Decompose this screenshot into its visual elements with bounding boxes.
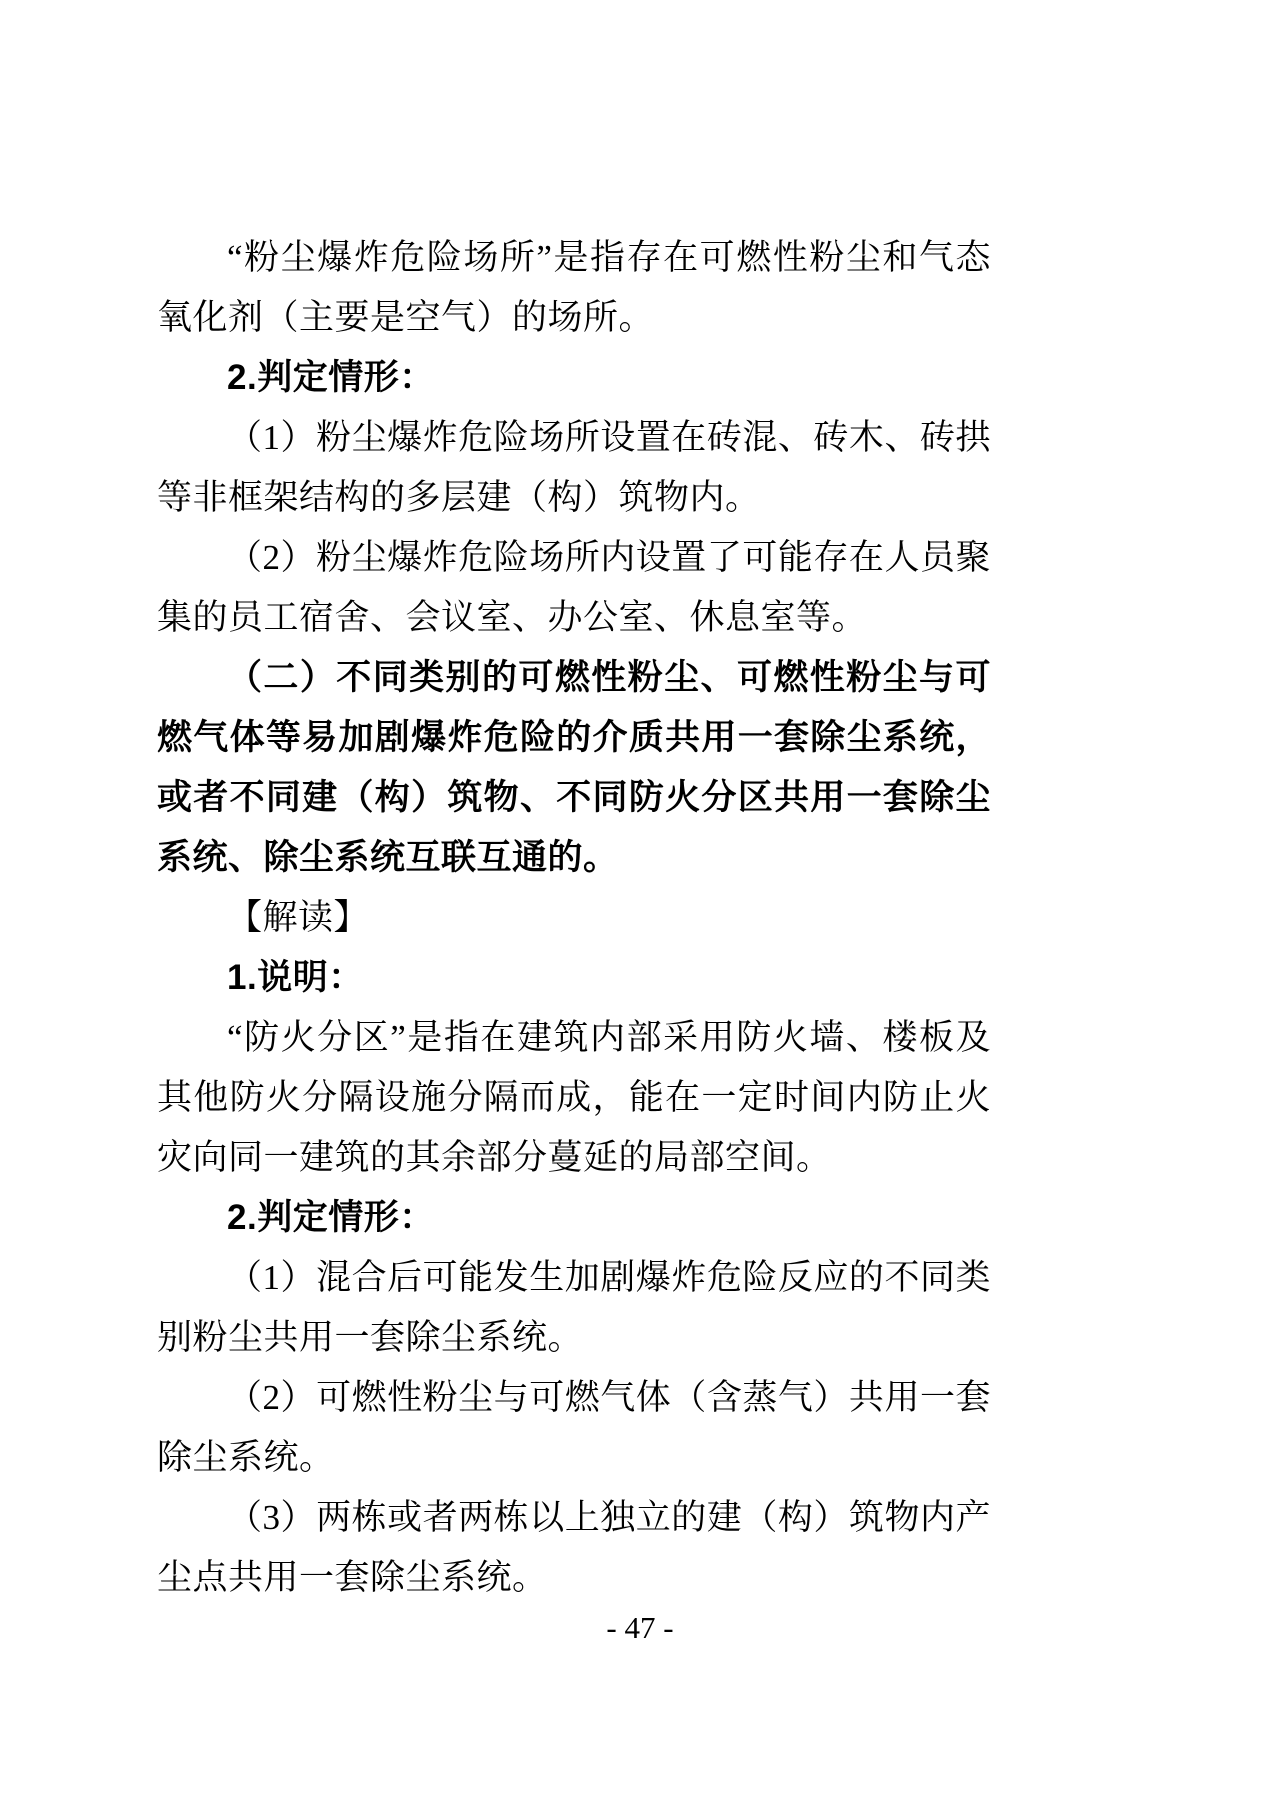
heading-section-2: （二）不同类别的可燃性粉尘、可燃性粉尘与可燃气体等易加剧爆炸危险的介质共用一套除尘系统，或者不同建（构）筑物、不同防火分区共用一套除尘系统、除尘系统互联互通的。 [157, 658, 991, 877]
heading-judgment-criteria-1: 2.判定情形： [227, 358, 435, 397]
heading-explanation: 1.说明： [227, 958, 364, 997]
para-dust-site-definition: “粉尘爆炸危险场所”是指存在可燃性粉尘和气态氧化剂（主要是空气）的场所。 [157, 238, 991, 337]
para-criterion-2-2: （2）可燃性粉尘与可燃气体（含蒸气）共用一套除尘系统。 [157, 1378, 991, 1477]
para-criterion-1-1: （1）粉尘爆炸危险场所设置在砖混、砖木、砖拱等非框架结构的多层建（构）筑物内。 [157, 418, 991, 517]
para-criterion-2-1: （1）混合后可能发生加剧爆炸危险反应的不同类别粉尘共用一套除尘系统。 [157, 1258, 991, 1357]
para-criterion-1-2: （2）粉尘爆炸危险场所内设置了可能存在人员聚集的员工宿舍、会议室、办公室、休息室等。 [157, 538, 991, 637]
para-fire-compartment-definition: “防火分区”是指在建筑内部采用防火墙、楼板及其他防火分隔设施分隔而成，能在一定时间内防止火灾向同一建筑的其余部分蔓延的局部空间。 [157, 1018, 991, 1177]
page-number: - 47 - [606, 1610, 674, 1645]
para-interpretation-label: 【解读】 [227, 898, 370, 937]
heading-judgment-criteria-2: 2.判定情形： [227, 1198, 435, 1237]
para-criterion-2-3: （3）两栋或者两栋以上独立的建（构）筑物内产尘点共用一套除尘系统。 [157, 1498, 991, 1597]
document-body [157, 228, 991, 1608]
